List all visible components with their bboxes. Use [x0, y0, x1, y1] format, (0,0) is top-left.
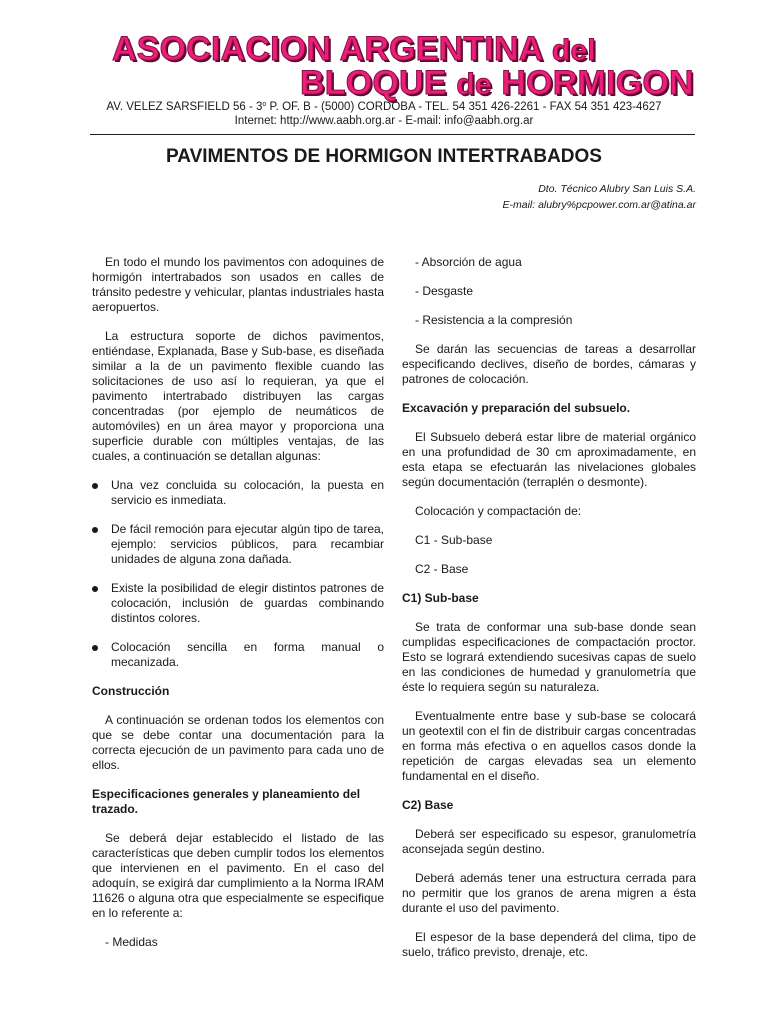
paragraph: El espesor de la base dependerá del clima, tipo de suelo, tráfico previsto, drenaje, etc. — [402, 930, 696, 959]
layer-item: C1 - Sub-base — [415, 533, 493, 547]
section-heading: C1) Sub-base — [402, 591, 479, 605]
header-divider — [90, 134, 695, 135]
document-title: PAVIMENTOS DE HORMIGON INTERTRABADOS — [166, 146, 602, 167]
title-line-1-small: del — [551, 34, 596, 67]
spec-item: - Desgaste — [415, 284, 474, 298]
advantages-list — [92, 478, 384, 670]
title-line-2-small: de — [456, 68, 492, 101]
paragraph: Eventualmente entre base y sub-base se colocará un geotextil con el fin de distribuir cargas concentradas en forma más efectiva o en aquellos casos donde la repetición de cargas elevadas sea un elemento fundamental en el diseño. — [402, 709, 696, 783]
paragraph: El Subsuelo deberá estar libre de material orgánico en una profundidad de 30 cm aproximadamente, en esta etapa se efectuarán las nivelaciones globales según documentación (terraplén o desmonte). — [402, 430, 696, 489]
address-line — [0, 101, 768, 113]
title-line-2-main: BLOQUE — [300, 64, 447, 102]
list-item-text: Existe la posibilidad de elegir distintos patrones de colocación, inclusión de guardas combinando distintos colores. — [111, 581, 384, 625]
spec-item: - Resistencia a la compresión — [415, 313, 573, 327]
list-item-text: Una vez concluida su colocación, la puesta en servicio es inmediata. — [111, 478, 384, 507]
association-title-line-2 — [300, 64, 694, 103]
paragraph: A continuación se ordenan todos los elementos con que se debe contar una documentación para la correcta ejecución de un pavimento para cada uno de ellos. — [92, 713, 384, 772]
list-item-text: Colocación sencilla en forma manual o mecanizada. — [111, 640, 384, 669]
list-item — [92, 581, 384, 626]
internet-line[interactable]: Internet: http://www.aabh.org.ar - E-mail: info@aabh.org.ar — [234, 115, 534, 127]
bullet-icon — [92, 586, 98, 592]
paragraph: Deberá ser especificado su espesor, granulometría aconsejada según destino. — [402, 827, 696, 856]
left-column — [92, 255, 384, 964]
list-item — [92, 522, 384, 567]
paragraph: Se darán las secuencias de tareas a desarrollar especificando declives, diseño de bordes, cámaras y patrones de colocación. — [402, 342, 696, 386]
paragraph: Colocación y compactación de: — [415, 504, 582, 518]
spec-item: - Medidas — [105, 935, 158, 949]
spec-item: - Absorción de agua — [415, 255, 522, 269]
paragraph: Deberá además tener una estructura cerrada para no permitir que los granos de arena migren a ésta durante el uso del pavimento. — [402, 871, 696, 915]
section-heading: Especificaciones generales y planeamiento del trazado. — [92, 787, 361, 816]
section-heading: Excavación y preparación del subsuelo. — [402, 401, 631, 415]
layer-item: C2 - Base — [415, 562, 469, 576]
address-sup: o — [262, 101, 267, 108]
section-heading: Construcción — [92, 684, 170, 698]
paragraph: Se trata de conformar una sub-base donde sean cumplidas especificaciones de compactación proctor. Esto se logrará extendiendo sucesivas capas de suelo en las condiciones de humedad y granulometría que éste lo requiera según su naturaleza. — [402, 620, 696, 694]
list-item — [92, 478, 384, 508]
bullet-icon — [92, 527, 98, 533]
address-post: P. OF. B - (5000) CORDOBA - TEL. 54 351 426-2261 - FAX 54 351 423-4627 — [266, 101, 662, 113]
bullet-icon — [92, 483, 98, 489]
list-item-text: De fácil remoción para ejecutar algún tipo de tarea, ejemplo: servicios públicos, para recambiar unidades de alguna zona dañada. — [111, 522, 384, 566]
right-column — [402, 255, 696, 974]
byline-author: Dto. Técnico Alubry San Luis S.A. — [538, 183, 696, 195]
bullet-icon — [92, 645, 98, 651]
title-line-1-main: ASOCIACION ARGENTINA — [112, 30, 543, 68]
byline-email[interactable]: E-mail: alubry%pcpower.com.ar@atina.ar — [502, 199, 696, 211]
paragraph: La estructura soporte de dichos pavimentos, entiéndase, Explanada, Base y Sub-base, es diseñada similar a la de un pavimento flexible cuando las solicitaciones de uso así lo requieran, ya que el pavimento intertrabado distribuyen las cargas concentradas (por ejemplo de neumáticos de automóviles) en un área mayor y proporciona una superficie durable con múltiples ventajas, de las cuales, a continuación se detallan algunas: — [92, 329, 384, 463]
paragraph: Se deberá dejar establecido el listado de las características que deben cumplir todos los elementos que intervienen en el pavimento. En el caso del adoquín, se exigirá dar cumplimiento a la Norma IRAM 11626 o alguna otra que especialmente se especifique en lo referente a: — [92, 831, 384, 920]
list-item — [92, 640, 384, 670]
title-line-2-end: HORMIGON — [501, 64, 694, 102]
section-heading: C2) Base — [402, 798, 454, 812]
address-pre: AV. VELEZ SARSFIELD 56 - 3 — [106, 101, 263, 113]
paragraph: En todo el mundo los pavimentos con adoquines de hormigón intertrabados son usados en calles de tránsito pedestre y vehicular, plantas industriales hasta aeropuertos. — [92, 255, 384, 314]
